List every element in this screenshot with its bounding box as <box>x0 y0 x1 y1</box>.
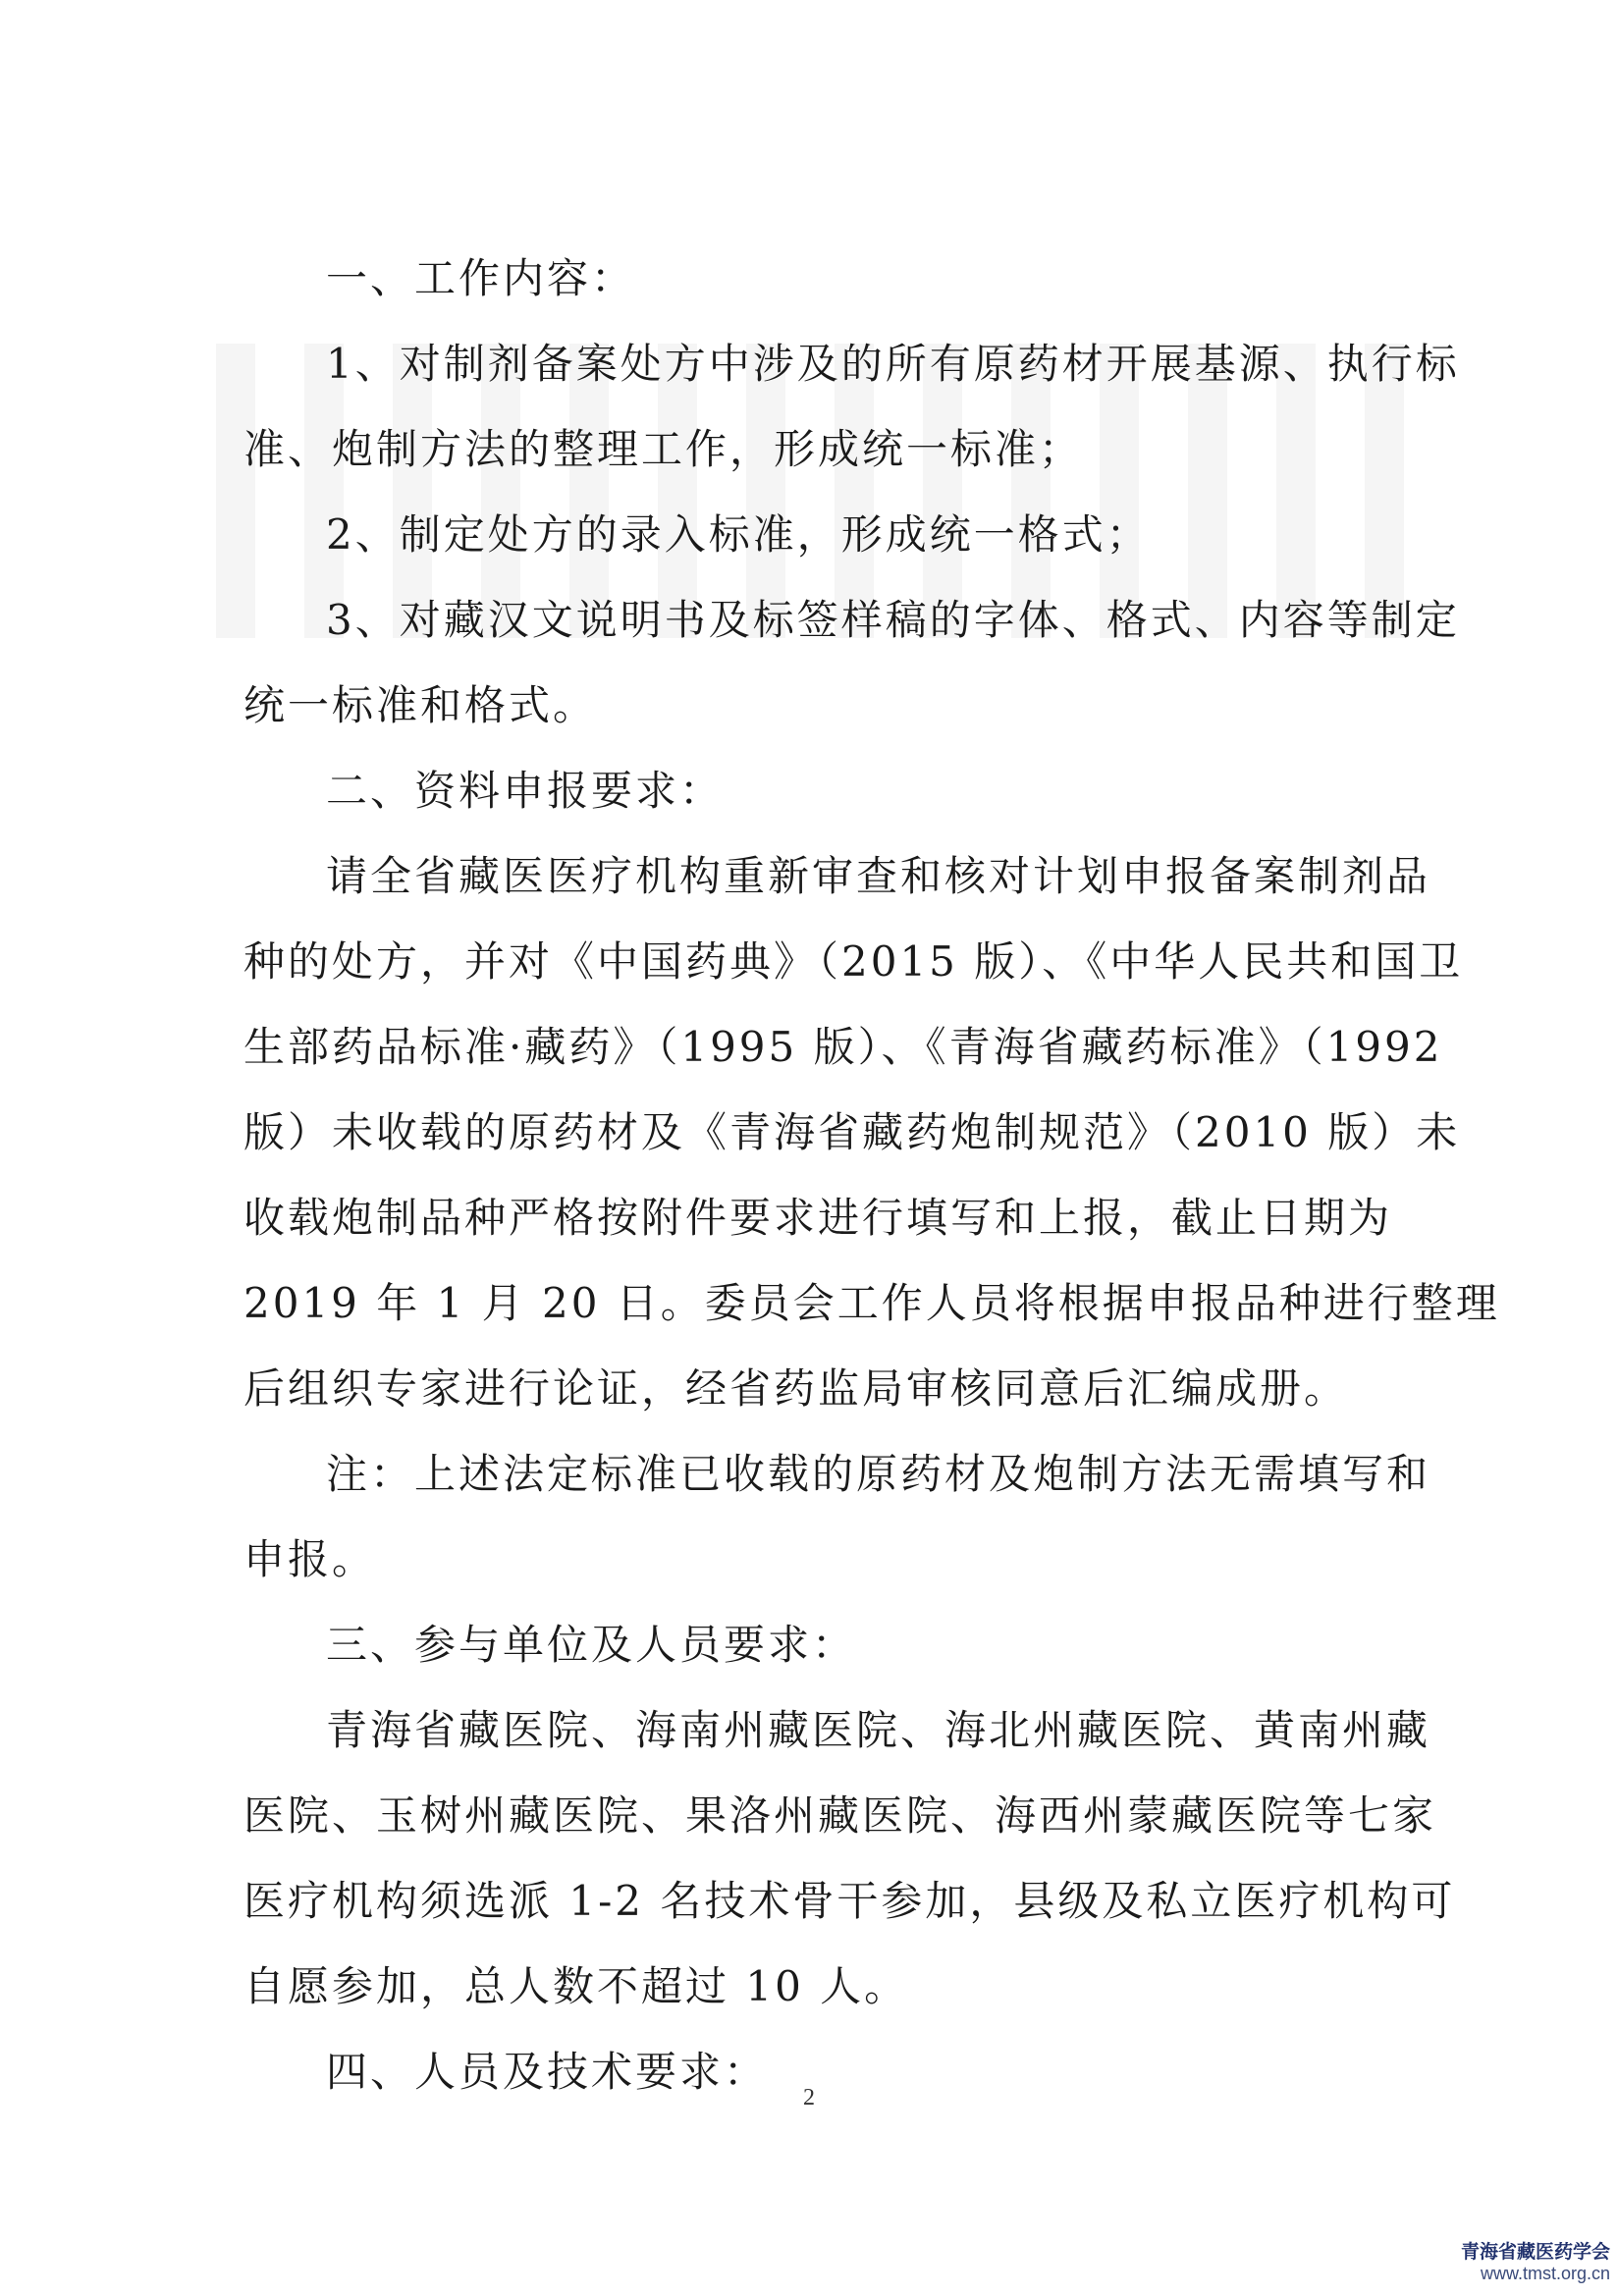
paragraph-line: 2、制定处方的录入标准，形成统一格式； <box>326 510 1151 559</box>
paragraph-line: 自愿参加，总人数不超过 10 人。 <box>243 1962 909 2010</box>
paragraph-line: 种的处方，并对《中国药典》（2015 版）、《中华人民共和国卫 <box>243 937 1464 986</box>
paragraph-line: 2019 年 1 月 20 日。委员会工作人员将根据申报品种进行整理 <box>243 1279 1500 1327</box>
paragraph-line: 医疗机构须选派 1-2 名技术骨干参加，县级及私立医疗机构可 <box>243 1877 1456 1925</box>
paragraph-line: 准、炮制方法的整理工作，形成统一标准； <box>243 425 1084 473</box>
page-number: 2 <box>803 2085 815 2110</box>
watermark-name: 青海省藏医药学会 <box>1460 2242 1610 2264</box>
document-body <box>243 236 1500 2114</box>
note-line: 注：上述法定标准已收载的原药材及炮制方法无需填写和 <box>326 1450 1431 1498</box>
paragraph-line: 后组织专家进行论证，经省药监局审核同意后汇编成册。 <box>243 1364 1349 1413</box>
note-line: 申报。 <box>243 1535 377 1583</box>
paragraph-line: 青海省藏医院、海南州藏医院、海北州藏医院、黄南州藏 <box>326 1706 1431 1754</box>
paragraph-line: 收载炮制品种严格按附件要求进行填写和上报，截止日期为 <box>243 1194 1393 1242</box>
paragraph-line: 版）未收载的原药材及《青海省藏药炮制规范》（2010 版）未 <box>243 1108 1461 1156</box>
watermark-url: www.tmst.org.cn <box>1480 2264 1610 2284</box>
section-heading-1: 一、工作内容： <box>326 254 636 302</box>
paragraph-line: 医院、玉树州藏医院、果洛州藏医院、海西州蒙藏医院等七家 <box>243 1791 1437 1840</box>
section-heading-4: 四、人员及技术要求： <box>326 2048 769 2096</box>
paragraph-line: 1、对制剂备案处方中涉及的所有原药材开展基源、执行标 <box>326 340 1460 388</box>
paragraph-line: 生部药品标准·藏药》（1995 版）、《青海省藏药标准》（1992 <box>243 1023 1443 1071</box>
section-heading-3: 三、参与单位及人员要求： <box>326 1621 857 1669</box>
site-watermark <box>1461 2242 1610 2284</box>
paragraph-line: 3、对藏汉文说明书及标签样稿的字体、格式、内容等制定 <box>326 596 1460 644</box>
paragraph-line: 统一标准和格式。 <box>243 681 598 729</box>
paragraph-line: 请全省藏医医疗机构重新审查和核对计划申报备案制剂品 <box>326 852 1431 900</box>
section-heading-2: 二、资料申报要求： <box>326 767 725 815</box>
